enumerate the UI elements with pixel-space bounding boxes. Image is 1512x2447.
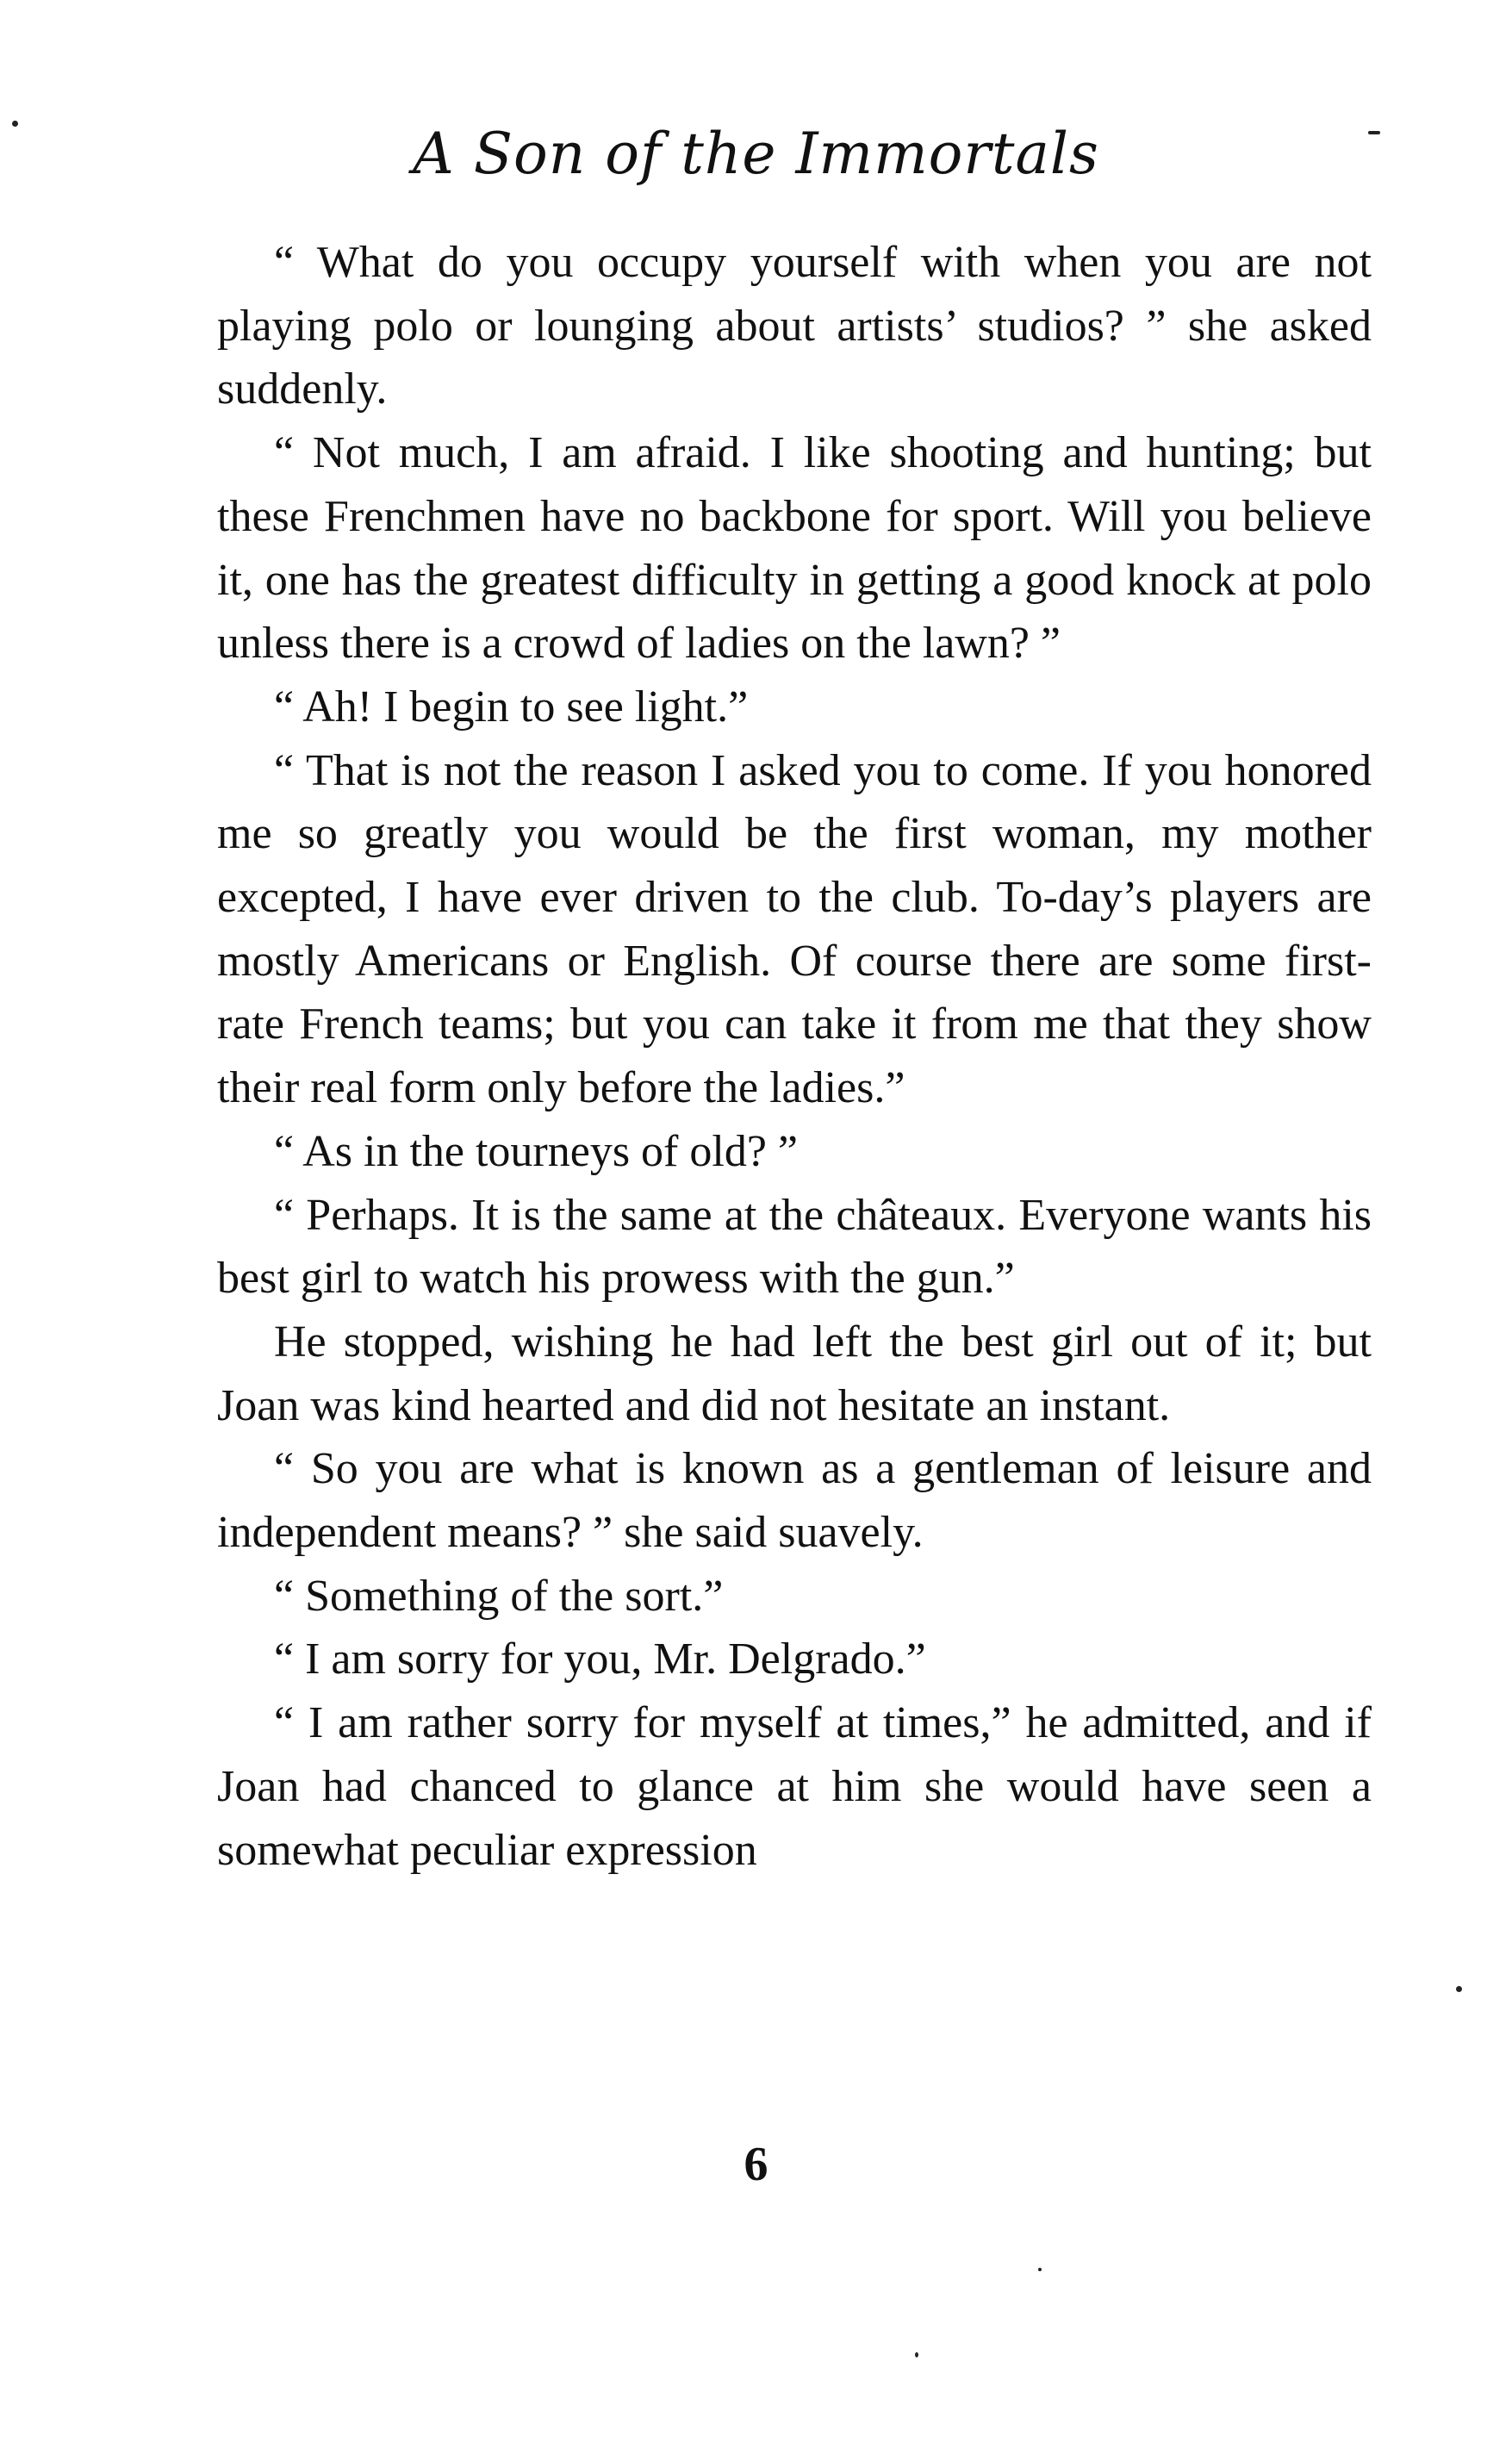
paragraph: “ As in the tourneys of old? ” xyxy=(274,1126,798,1176)
scan-speck xyxy=(12,121,18,127)
scan-speck xyxy=(1368,131,1380,134)
paragraph: “ Something of the sort.” xyxy=(274,1571,724,1621)
paragraph: “ That is not the reason I asked you to come. If you honored me so greatly you would be the first woman, my mother excepted, I have ever driven to the club. To-day’s players are mostly Americans or English. Of course there are some first-rate French teams; but you can take it from me that they show their real form only before the ladies.” xyxy=(217,745,1372,1113)
page-number: 6 xyxy=(744,2138,768,2191)
scan-speck xyxy=(915,2352,918,2357)
paragraph: “ Not much, I am afraid. I like shooting and hunting; but these Frenchmen have no backbone for sport. Will you believe it, one has the greatest difficulty in getting a good knock at polo unless there is a crowd of ladies on the lawn? ” xyxy=(217,428,1372,669)
paragraph: “ I am sorry for you, Mr. Delgrado.” xyxy=(274,1634,926,1684)
scan-speck xyxy=(1456,1986,1462,1992)
body-text xyxy=(217,231,1372,1882)
paragraph: “ Perhaps. It is the same at the châteaux. Everyone wants his best girl to watch his prowess with the gun.” xyxy=(217,1190,1372,1304)
paragraph: “ What do you occupy yourself with when you are not playing polo or lounging about artists’ studios? ” she asked suddenly. xyxy=(217,238,1372,414)
running-head: A Son of the Immortals xyxy=(413,121,1099,187)
scan-speck xyxy=(1038,2268,1042,2271)
paragraph: “ So you are what is known as a gentleman of leisure and independent means? ” she said suavely. xyxy=(217,1444,1372,1558)
paragraph: “ Ah! I begin to see light.” xyxy=(274,682,749,732)
paragraph: He stopped, wishing he had left the best girl out of it; but Joan was kind hearted and did not hesitate an instant. xyxy=(217,1317,1372,1430)
paragraph: “ I am rather sorry for myself at times,” he admitted, and if Joan had chanced to glance at him she would have seen a somewhat peculiar expression xyxy=(217,1698,1372,1875)
